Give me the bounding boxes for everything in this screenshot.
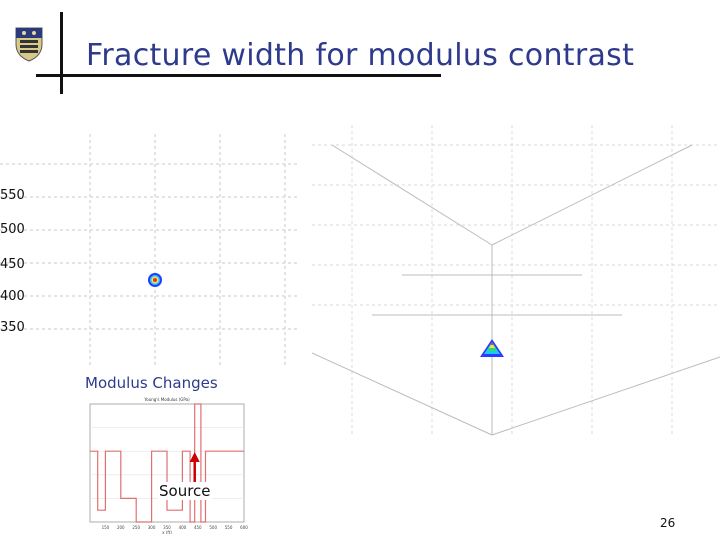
x-tick-label: 150 [101, 525, 110, 530]
y-tick-label: 500 [0, 222, 25, 237]
chart-title: Young's Modulus (GPa) [144, 397, 190, 402]
x-axis-label: x (ft) [162, 530, 172, 534]
page-number: 26 [660, 516, 676, 530]
modulus-changes-label: Modulus Changes [85, 374, 218, 392]
y-tick-label: 400 [0, 289, 25, 304]
y-tick-label: 450 [0, 257, 25, 272]
plan-view-plot [0, 134, 300, 368]
x-tick-label: 300 [147, 525, 156, 530]
surface-3d-plot [312, 125, 720, 437]
source-label: Source [159, 482, 211, 500]
x-tick-label: 450 [193, 525, 202, 530]
university-crest-icon [14, 26, 44, 62]
x-tick-label: 200 [116, 525, 125, 530]
x-tick-label: 350 [163, 525, 171, 530]
x-tick-label: 400 [178, 525, 187, 530]
title-vertical-rule [60, 12, 63, 94]
slide-title: Fracture width for modulus contrast [86, 38, 635, 73]
y-tick-label: 550 [0, 188, 25, 203]
x-tick-label: 550 [224, 525, 233, 530]
title-horizontal-rule [36, 74, 441, 77]
y-tick-label: 350 [0, 320, 25, 335]
x-tick-label: 250 [132, 525, 141, 530]
fracture-spot [148, 273, 162, 287]
x-tick-label: 500 [209, 525, 218, 530]
x-tick-label: 600 [240, 525, 248, 530]
modulus-chart [84, 394, 252, 534]
